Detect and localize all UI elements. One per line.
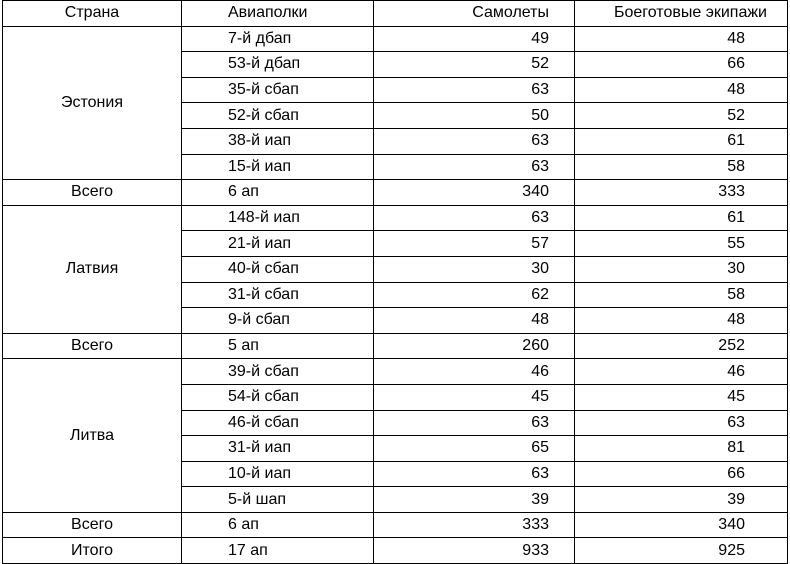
crews-cell: 61 — [575, 205, 788, 231]
aircraft-cell: 333 — [374, 512, 575, 538]
subtotal-row-lithuania — [3, 512, 788, 538]
grand-total-row — [3, 538, 788, 564]
aircraft-cell: 260 — [374, 333, 575, 359]
aircraft-cell: 63 — [374, 410, 575, 436]
crews-cell: 81 — [575, 436, 788, 462]
crews-cell: 252 — [575, 333, 788, 359]
crews-cell: 55 — [575, 231, 788, 257]
unit-cell: 21-й иап — [182, 231, 374, 257]
crews-cell: 48 — [575, 308, 788, 334]
aircraft-cell: 63 — [374, 205, 575, 231]
aircraft-cell: 65 — [374, 436, 575, 462]
subtotal-label: Всего — [3, 180, 182, 206]
unit-cell: 9-й сбап — [182, 308, 374, 334]
aircraft-cell: 62 — [374, 282, 575, 308]
crews-cell: 340 — [575, 512, 788, 538]
table-row — [3, 26, 788, 52]
table-row — [3, 205, 788, 231]
table-row — [3, 359, 788, 385]
aircraft-cell: 63 — [374, 461, 575, 487]
crews-cell: 61 — [575, 128, 788, 154]
unit-cell: 54-й сбап — [182, 384, 374, 410]
subtotal-label: Всего — [3, 512, 182, 538]
unit-cell: 31-й сбап — [182, 282, 374, 308]
crews-cell: 925 — [575, 538, 788, 564]
crews-cell: 30 — [575, 256, 788, 282]
aircraft-cell: 52 — [374, 52, 575, 78]
aircraft-cell: 63 — [374, 128, 575, 154]
crews-cell: 48 — [575, 26, 788, 52]
crews-cell: 58 — [575, 154, 788, 180]
subtotal-row-estonia — [3, 180, 788, 206]
unit-cell: 7-й дбап — [182, 26, 374, 52]
unit-cell: 31-й иап — [182, 436, 374, 462]
unit-cell: 52-й сбап — [182, 103, 374, 129]
unit-cell: 53-й дбап — [182, 52, 374, 78]
crews-cell: 46 — [575, 359, 788, 385]
header-regiments: Авиаполки — [182, 1, 374, 27]
aircraft-cell: 50 — [374, 103, 575, 129]
unit-cell: 40-й сбап — [182, 256, 374, 282]
unit-cell: 39-й сбап — [182, 359, 374, 385]
header-crews: Боеготовые экипажи — [575, 1, 788, 27]
unit-cell: 148-й иап — [182, 205, 374, 231]
unit-cell: 38-й иап — [182, 128, 374, 154]
unit-cell: 6 ап — [182, 512, 374, 538]
crews-cell: 66 — [575, 52, 788, 78]
country-lithuania: Литва — [3, 359, 182, 513]
grand-total-label: Итого — [3, 538, 182, 564]
crews-cell: 66 — [575, 461, 788, 487]
unit-cell: 35-й сбап — [182, 77, 374, 103]
unit-cell: 15-й иап — [182, 154, 374, 180]
subtotal-label: Всего — [3, 333, 182, 359]
unit-cell: 10-й иап — [182, 461, 374, 487]
aircraft-cell: 46 — [374, 359, 575, 385]
unit-cell: 5 ап — [182, 333, 374, 359]
header-country: Страна — [3, 1, 182, 27]
aircraft-cell: 48 — [374, 308, 575, 334]
aircraft-cell: 63 — [374, 77, 575, 103]
aircraft-cell: 57 — [374, 231, 575, 257]
aviation-regiments-table — [2, 0, 788, 564]
unit-cell: 17 ап — [182, 538, 374, 564]
subtotal-row-latvia — [3, 333, 788, 359]
aircraft-cell: 30 — [374, 256, 575, 282]
header-row — [3, 1, 788, 27]
unit-cell: 46-й сбап — [182, 410, 374, 436]
unit-cell: 5-й шап — [182, 487, 374, 513]
crews-cell: 58 — [575, 282, 788, 308]
aircraft-cell: 933 — [374, 538, 575, 564]
aircraft-cell: 340 — [374, 180, 575, 206]
crews-cell: 52 — [575, 103, 788, 129]
aircraft-cell: 39 — [374, 487, 575, 513]
crews-cell: 39 — [575, 487, 788, 513]
aircraft-cell: 45 — [374, 384, 575, 410]
crews-cell: 333 — [575, 180, 788, 206]
header-aircraft: Самолеты — [374, 1, 575, 27]
country-estonia: Эстония — [3, 26, 182, 180]
aircraft-cell: 63 — [374, 154, 575, 180]
unit-cell: 6 ап — [182, 180, 374, 206]
crews-cell: 63 — [575, 410, 788, 436]
crews-cell: 45 — [575, 384, 788, 410]
aircraft-cell: 49 — [374, 26, 575, 52]
crews-cell: 48 — [575, 77, 788, 103]
country-latvia: Латвия — [3, 205, 182, 333]
